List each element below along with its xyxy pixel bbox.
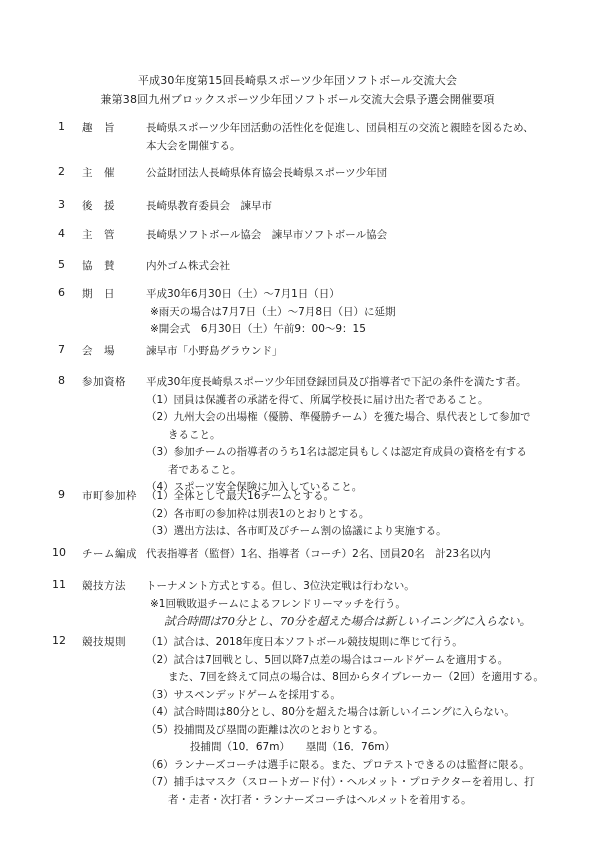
section-body: 長崎県教育委員会 諫早市 — [146, 200, 272, 212]
section-number: 5 — [58, 258, 65, 271]
section-body: （1）全体として最大16チームとする。 （2）各市町の参加枠は別表1のとおりとする。 （3）選出方法は、各市町及びチーム割の協議により実施する。 — [146, 490, 447, 537]
section-label: 競技規則 — [82, 636, 126, 648]
section-label: 競技方法 — [82, 580, 126, 592]
section-number: 2 — [58, 165, 65, 178]
document-title-line2: 兼第38回九州ブロックスポーツ少年団ソフトボール交流大会県予選会開催要項 — [100, 93, 495, 106]
section-label: 趣 旨 — [82, 122, 115, 134]
section-number: 10 — [52, 546, 66, 559]
section-number: 1 — [58, 120, 65, 133]
section-label: 主 管 — [82, 229, 115, 241]
section-label: 会 場 — [82, 345, 115, 357]
section-number: 12 — [52, 634, 66, 647]
section-number: 7 — [58, 343, 65, 356]
section-label: チーム編成 — [82, 548, 137, 560]
section-number: 3 — [58, 198, 65, 211]
section-number: 8 — [58, 374, 65, 387]
section-body: 平成30年6月30日（土）～7月1日（日） ※雨天の場合は7月7日（土）～7月8日（日）に延期 ※開会式 6月30日（土）午前9：00～9：15 — [146, 288, 396, 335]
section-label: 期 日 — [82, 288, 115, 300]
section-body: 公益財団法人長崎県体育協会長崎県スポーツ少年団 — [146, 167, 388, 179]
section-label: 協 賛 — [82, 260, 115, 272]
section-label: 主 催 — [82, 167, 115, 179]
section-body: 平成30年度長崎県スポーツ少年団登録団員及び指導者で下記の条件を満たす者。 （1）団員は保護者の承諾を得て、所属学校長に届け出た者であること。 （2）九州大会の出場権（優勝、準優勝チーム）を獲た場合、県代表として参加で きること。 （3）参加チームの指導者のうち1名は認定員もしくは認定育成員の資格を有する 者であること。 （4）スポーツ安全保険に加入していること。 — [146, 376, 531, 493]
handwritten-note: 試合時間は70分とし、70分を超えた場合は新しいイニングに入らない。 — [164, 614, 531, 628]
section-number: 4 — [58, 227, 65, 240]
section-body: 長崎県ソフトボール協会 諫早市ソフトボール協会 — [146, 229, 388, 241]
section-body: 諫早市「小野島グラウンド」 — [146, 345, 283, 357]
section-label: 市町参加枠 — [82, 490, 137, 502]
section-body: 長崎県スポーツ少年団活動の活性化を促進し、団員相互の交流と親睦を図るため、 本大会を開催する。 — [146, 122, 534, 152]
section-body: トーナメント方式とする。但し、3位決定戦は行わない。 ※1回戦敗退チームによるフレンドリーマッチを行う。 試合時間は70分とし、70分を超えた場合は新しいイニングに入らない。 — [146, 578, 586, 631]
section-number: 11 — [52, 578, 66, 591]
section-number: 6 — [58, 286, 65, 299]
section-number: 9 — [58, 488, 65, 501]
section-body: 代表指導者（監督）1名、指導者（コーチ）2名、団員20名 計23名以内 — [146, 548, 491, 560]
section-label: 参加資格 — [82, 376, 126, 388]
section-body: （1）試合は、2018年度日本ソフトボール競技規則に準じて行う。 （2）試合は7回戦とし、5回以降7点差の場合はコールドゲームを適用する。 また、7回を終えて同点の場合は、8回からタイブレーカー（2回）を適用する。 （3）サスペンデッドゲームを採用する。 （4）試合時間は80分とし、80分を超えた場合は新しいイニングに入らない。 （5）投捕間及び塁間の距離は次のとおりとする。 投捕間（10．67m） 塁間（16．76m） （6）ランナーズコーチは選手に限る。また、プロテストできるのは監督に限る。 （7）捕手はマスク（スロートガード付）・ヘルメット・プロテクターを着用し、打 者・走者・次打者・ランナーズコーチはヘルメットを着用する。 — [146, 636, 544, 806]
document-title-line1: 平成30年度第15回長崎県スポーツ少年団ソフトボール交流大会 — [137, 74, 458, 87]
section-label: 後 援 — [82, 200, 115, 212]
section-body: 内外ゴム株式会社 — [146, 260, 230, 272]
